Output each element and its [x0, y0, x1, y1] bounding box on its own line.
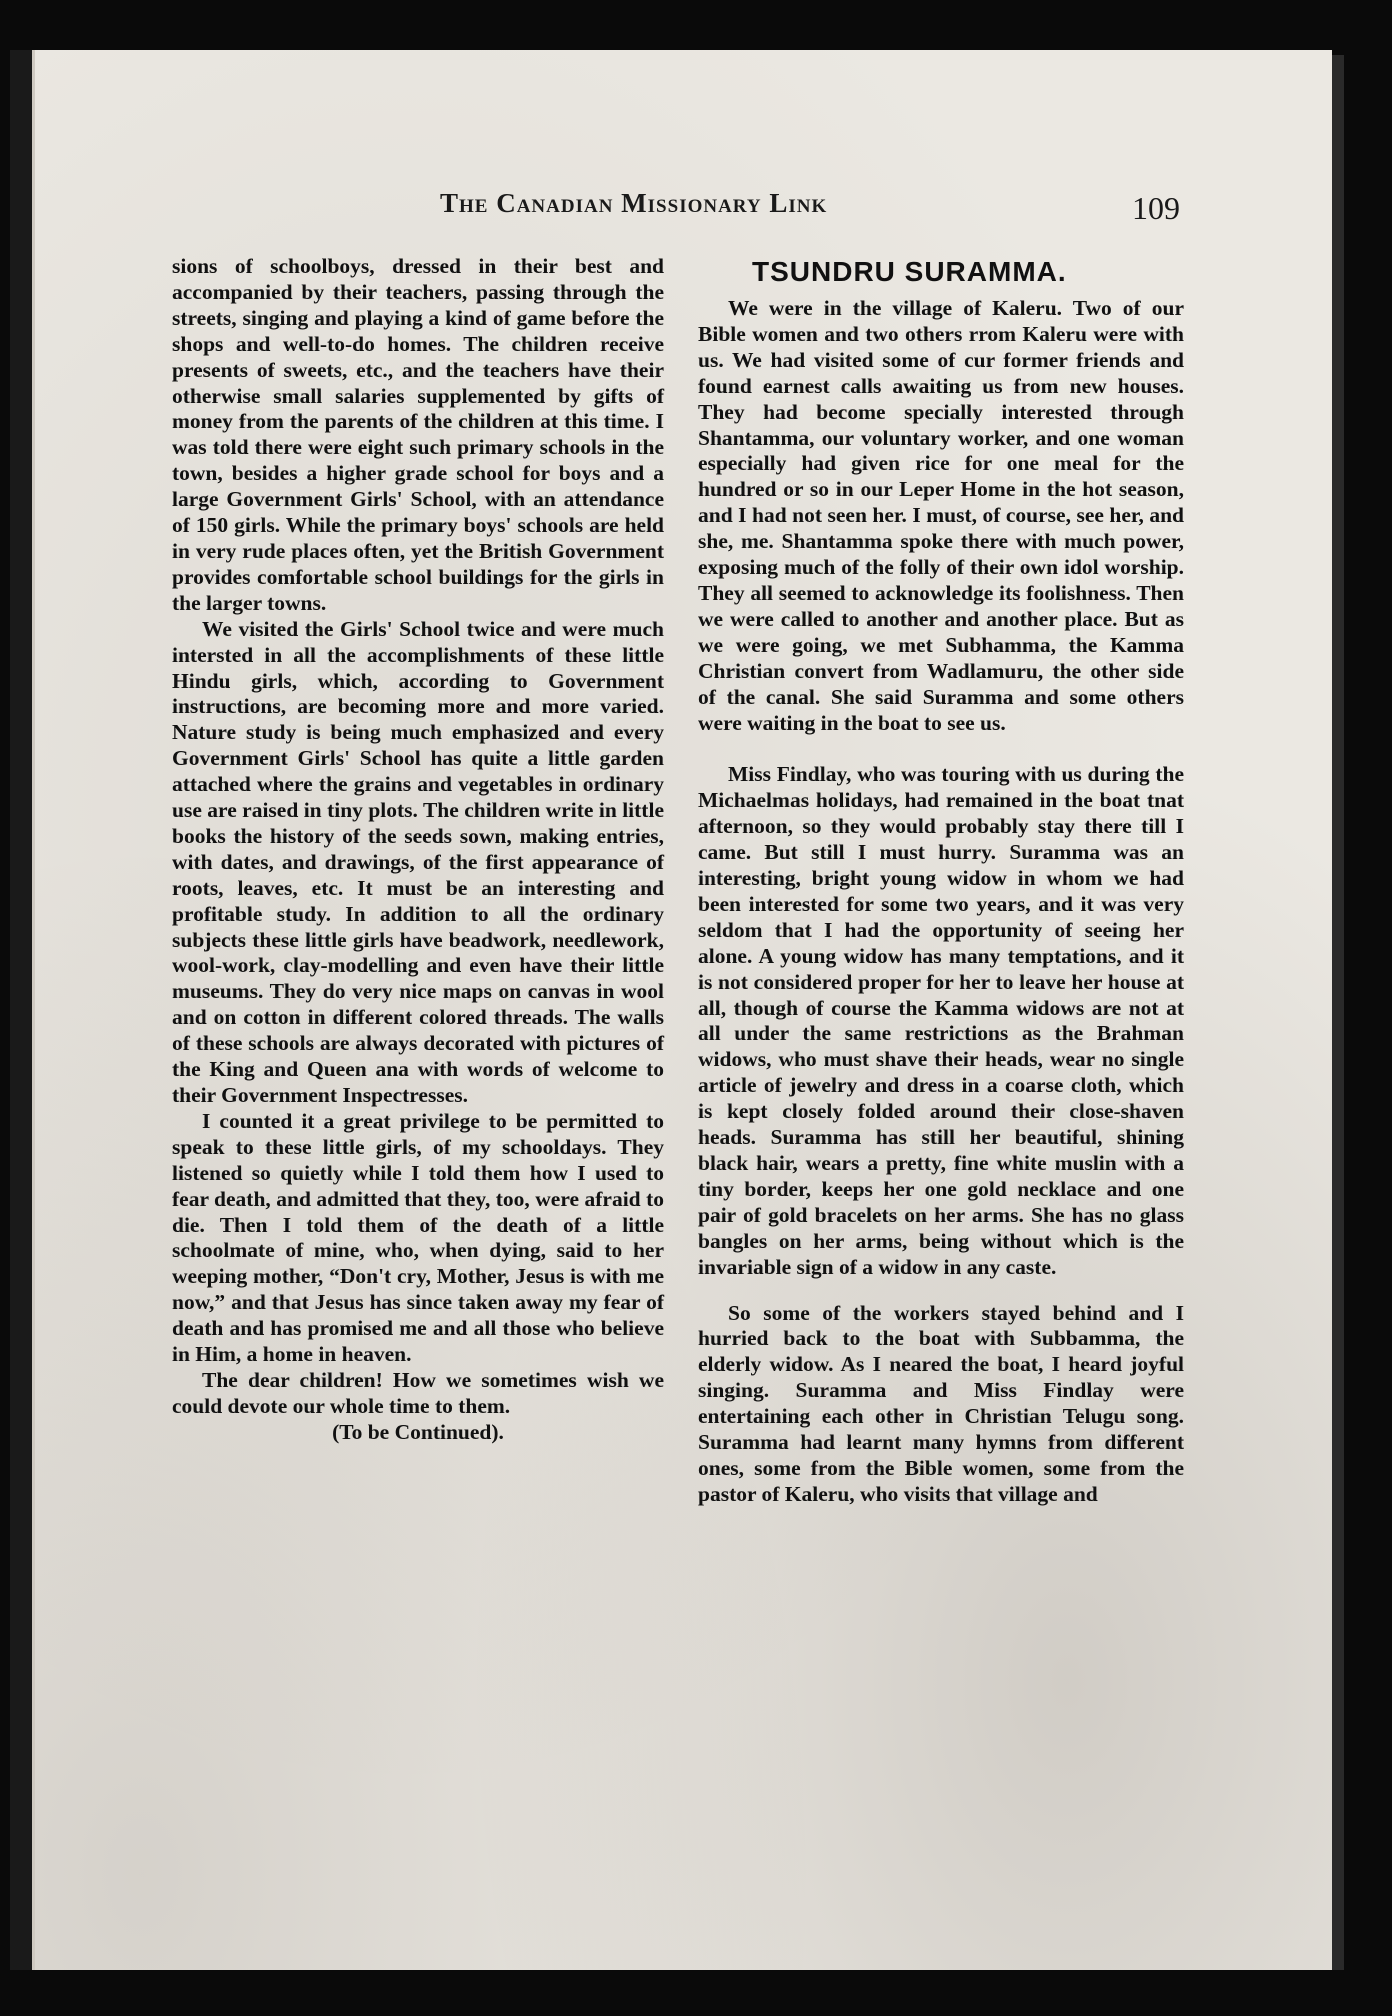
paragraph-gap: [698, 736, 1184, 762]
article-paragraph: So some of the workers stayed behind and I hurried back to the boat with Subbamma, the elderly widow. As I neared the boat, I heard joyful singing. Suramma and Miss Findlay were entertaining each other in Christian Telugu song. Suramma had learnt many hymns from different ones, some from the Bible women, some from the pastor of Kaleru, who visits that village and: [698, 1300, 1184, 1506]
to-be-continued-note: (To be Continued).: [332, 1419, 504, 1444]
left-paragraph: sions of schoolboys, dressed in their best and accompanied by their teachers, passing through the streets, singing and playing a kind of game before the shops and well-to-do homes. The children receive presents of sweets, etc., and the teachers have their otherwise small salaries supplemented by gifts of money from the parents of the children at this time. I was told there were eight such primary schools in the town, besides a higher grade school for boys and a large Government Girls' School, with an attendance of 150 girls. While the primary boys' schools are held in very rude places often, yet the British Government provides comfortable school buildings for the girls in the larger towns.: [172, 254, 664, 615]
right-column: [698, 296, 1184, 1508]
left-paragraph: We visited the Girls' School twice and were much intersted in all the accomplishments of these little Hindu girls, which, according to Government instructions, are becoming more and more varied. Nature study is being much emphasized and every Government Girls' School has quite a little garden attached where the grains and vegetables in ordinary use are raised in tiny plots. The children write in little books the history of the seeds sown, making entries, with dates, and drawings, of the first appearance of roots, leaves, etc. It must be an interesting and profitable study. In addition to all the ordinary subjects these little girls have beadwork, needlework, wool-work, clay-modelling and even have their little museums. They do very nice maps on canvas in wool and on cotton in different colored threads. The walls of these schools are always decorated with pictures of the King and Queen ana with words of welcome to their Government Inspectresses.: [172, 616, 664, 1107]
left-column: [172, 254, 664, 1446]
article-paragraph: Miss Findlay, who was touring with us during the Michaelmas holidays, had remained in the boat tnat afternoon, so they would probably stay there till I came. But still I must hurry. Suramma was an interesting, bright young widow in whom we had been interested for some two years, and it was very seldom that I had the opportunity of seeing her alone. A young widow has many temptations, and it is not considered proper for her to leave her house at all, though of course the Kamma widows are not at all under the same restrictions as the Brahman widows, who must shave their heads, wear no single article of jewelry and dress in a coarse cloth, which is kept closely folded around their close-shaven heads. Suramma has still her beautiful, shining black hair, wears a pretty, fine white muslin with a tiny border, keeps her one gold necklace and one pair of gold bracelets on her arms. She has no glass bangles on her arms, being without which is the invariable sign of a widow in any caste.: [698, 762, 1184, 1279]
paragraph-gap: [698, 1281, 1184, 1301]
left-paragraph: I counted it a great privilege to be permitted to speak to these little girls, of my schooldays. They listened so quietly while I told them how I used to fear death, and admitted that they, too, were afraid to die. Then I told them of the death of a little schoolmate of mine, who, when dying, said to her weeping mother, “Don't cry, Mother, Jesus is with me now,” and that Jesus has since taken away my fear of death and has promised me and all those who believe in Him, a home in heaven.: [172, 1108, 664, 1367]
page-number: 109: [1132, 190, 1180, 226]
page-binding-edge: [10, 50, 35, 1970]
left-paragraph: The dear children! How we sometimes wish we could devote our whole time to them.: [172, 1367, 664, 1418]
running-head: The Canadian Missionary Link: [440, 188, 828, 218]
article-paragraph: We were in the village of Kaleru. Two of our Bible women and two others rrom Kaleru were with us. We had visited some of cur former friends and found earnest calls awaiting us from new houses. They had become specially interested through Shantamma, our voluntary worker, and one woman especially had given rice for one meal for the hundred or so in our Leper Home in the hot season, and I had not seen her. I must, of course, see her, and she, me. Shantamma spoke there with much power, exposing much of the folly of their own idol worship. They all seemed to acknowledge its foolishness. Then we were called to another and another place. But as we were going, we met Subhamma, the Kamma Christian convert from Wadlamuru, the other side of the canal. She said Suramma and some others were waiting in the boat to see us.: [698, 296, 1184, 735]
page-right-edge: [1332, 55, 1344, 1970]
article-title: TSUNDRU SURAMMA.: [752, 256, 1067, 287]
